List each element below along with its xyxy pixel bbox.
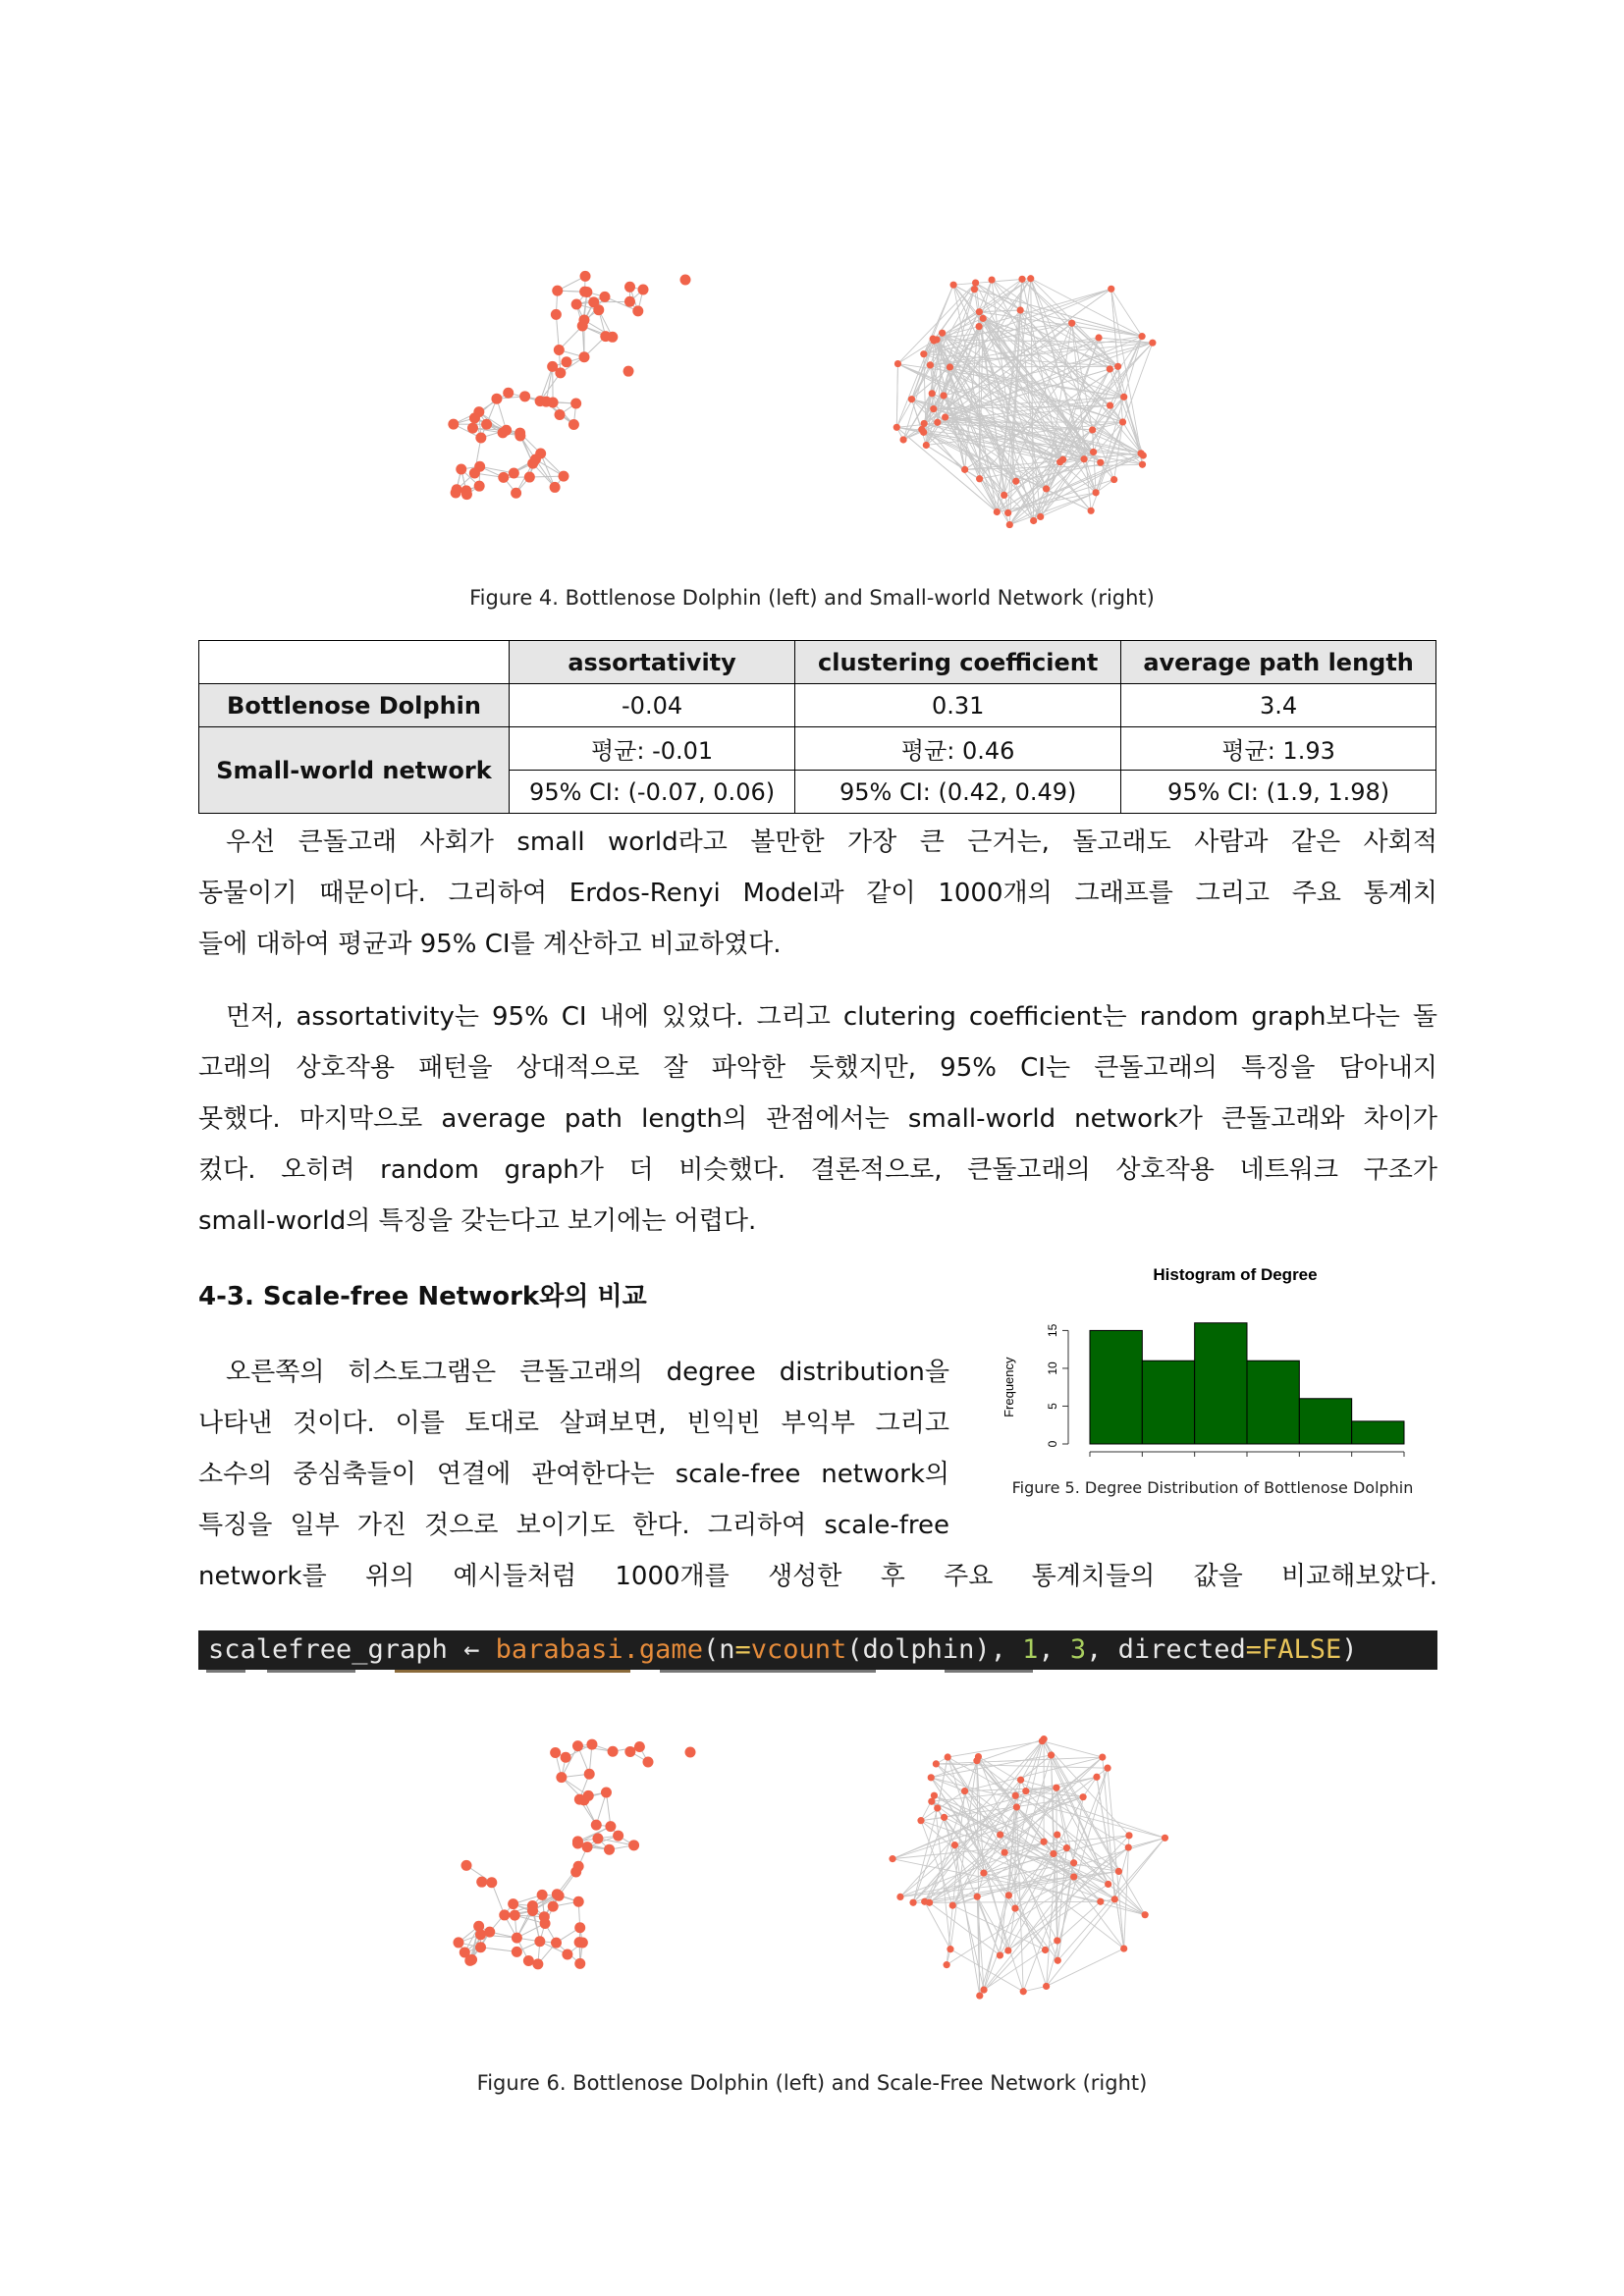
network-node bbox=[1070, 1873, 1077, 1880]
network-node bbox=[961, 466, 968, 473]
network-node bbox=[593, 304, 604, 315]
network-node bbox=[945, 1753, 951, 1760]
network-node bbox=[574, 1958, 585, 1969]
network-node bbox=[1012, 1792, 1019, 1799]
network-node bbox=[1011, 1904, 1018, 1911]
network-node bbox=[453, 1937, 463, 1948]
section-heading: 4-3. Scale-free Network와의 비교 bbox=[198, 1282, 647, 1311]
network-node bbox=[909, 1899, 916, 1906]
network-node bbox=[1030, 517, 1037, 524]
network-node bbox=[539, 1911, 550, 1922]
figure4-dolphin-network bbox=[432, 260, 717, 515]
network-node bbox=[920, 429, 927, 436]
para2-line: 먼저, assortativity는 95% CI 내에 있었다. 그리고 clutering coefficient는 random graph보다는 돌 bbox=[226, 1002, 1437, 1032]
network-node bbox=[578, 315, 589, 326]
network-node bbox=[552, 286, 563, 296]
network-node bbox=[574, 1922, 585, 1933]
network-edge bbox=[1009, 452, 1093, 524]
code-num-1: 1 bbox=[1022, 1634, 1039, 1665]
network-node bbox=[552, 1889, 563, 1899]
network-node bbox=[570, 398, 581, 408]
histogram-y-tick-label: 0 bbox=[1046, 1440, 1059, 1448]
network-node bbox=[980, 1986, 987, 1993]
network-node bbox=[481, 419, 492, 430]
network-node bbox=[929, 390, 936, 397]
network-node bbox=[530, 454, 541, 465]
network-node bbox=[1022, 1788, 1029, 1794]
network-node bbox=[484, 1927, 495, 1938]
network-node bbox=[1059, 456, 1066, 463]
network-node bbox=[591, 1820, 602, 1831]
network-node bbox=[632, 305, 643, 316]
para3-line: 오른쪽의 히스토그램은 큰돌고래의 degree distribution을 bbox=[226, 1358, 949, 1387]
network-node bbox=[1110, 476, 1117, 483]
code-var: scalefree_graph bbox=[208, 1634, 464, 1665]
code-inner: (dolphin), bbox=[846, 1634, 1023, 1665]
network-node bbox=[1005, 1892, 1012, 1898]
para1-line: 들에 대하여 평균과 95% CI를 계산하고 비교하였다. bbox=[198, 930, 782, 959]
network-edge bbox=[896, 364, 897, 428]
network-node bbox=[608, 1746, 619, 1757]
network-node bbox=[556, 1772, 567, 1783]
network-node bbox=[899, 436, 906, 443]
network-node bbox=[1139, 461, 1146, 468]
network-node bbox=[605, 1821, 616, 1832]
figure6-caption: Figure 6. Bottlenose Dolphin (left) and Scale-Free Network (right) bbox=[476, 2071, 1148, 2095]
network-node bbox=[554, 345, 565, 355]
code-paren: ( bbox=[702, 1634, 720, 1665]
paragraph-2 bbox=[198, 991, 1437, 1247]
network-node bbox=[1097, 459, 1104, 466]
histogram-bar bbox=[1142, 1361, 1194, 1444]
paragraph-1 bbox=[198, 817, 1437, 970]
row-smallworld-label: Small-world network bbox=[199, 727, 510, 814]
network-node bbox=[933, 1760, 940, 1767]
histogram-y-axis bbox=[1046, 1323, 1068, 1447]
network-node bbox=[980, 1870, 987, 1877]
network-edge bbox=[974, 290, 1142, 337]
network-node bbox=[1111, 1896, 1118, 1902]
network-node bbox=[638, 285, 649, 295]
para2-line: 못했다. 마지막으로 average path length의 관점에서는 small-world network가 큰돌고래와 차이가 bbox=[198, 1104, 1437, 1134]
network-node bbox=[562, 1949, 572, 1960]
network-node bbox=[1006, 521, 1013, 528]
network-node bbox=[1093, 1774, 1100, 1781]
histogram-bar bbox=[1247, 1361, 1299, 1444]
network-edge bbox=[913, 1848, 1066, 1903]
network-node bbox=[1142, 1911, 1149, 1918]
para3-line: 나타낸 것이다. 이를 토대로 살펴보면, 빈익빈 부익부 그리고 bbox=[198, 1409, 949, 1438]
network-node bbox=[994, 508, 1001, 515]
para3-line: 특징을 일부 가진 것으로 보이기도 한다. 그리하여 scale-free bbox=[198, 1511, 949, 1540]
network-node bbox=[532, 1958, 543, 1969]
network-node bbox=[523, 1955, 534, 1966]
network-node bbox=[1099, 1753, 1106, 1760]
network-node bbox=[976, 475, 983, 482]
network-node bbox=[486, 1877, 497, 1888]
histogram-title: Histogram of Degree bbox=[1153, 1265, 1318, 1284]
network-node bbox=[685, 1747, 696, 1758]
code-arg-n: n bbox=[719, 1634, 735, 1665]
network-node bbox=[547, 361, 558, 372]
network-node bbox=[927, 361, 934, 368]
network-node bbox=[972, 279, 979, 286]
network-node bbox=[1054, 1831, 1060, 1838]
network-node bbox=[512, 1933, 522, 1944]
network-node bbox=[572, 1740, 583, 1751]
network-node bbox=[466, 1954, 477, 1965]
network-node bbox=[1017, 1777, 1024, 1784]
para2-line: 컸다. 오히려 random graph가 더 비슷했다. 결론적으로, 큰돌고래의 상호작용 네트워크 구조가 bbox=[198, 1155, 1437, 1185]
para3-line: network를 위의 예시들처럼 1000개를 생성한 후 주요 통계치들의 값을 비교해보았다. bbox=[198, 1562, 1437, 1591]
network-node bbox=[599, 292, 610, 302]
network-node bbox=[623, 366, 634, 377]
network-node bbox=[448, 419, 459, 430]
network-node bbox=[976, 308, 983, 315]
col-path-length: average path length bbox=[1121, 641, 1436, 684]
network-node bbox=[1090, 449, 1097, 455]
network-node bbox=[1001, 492, 1007, 499]
network-node bbox=[577, 1938, 588, 1949]
network-node bbox=[949, 1902, 956, 1909]
network-node bbox=[475, 1942, 486, 1952]
network-node bbox=[467, 423, 478, 434]
network-node bbox=[976, 1992, 983, 1999]
network-node bbox=[628, 1840, 639, 1850]
network-node bbox=[1017, 306, 1024, 313]
network-node bbox=[511, 488, 521, 499]
stats-table bbox=[198, 640, 1436, 814]
para1-line: 동물이기 때문이다. 그리하여 Erdos-Renyi Model과 같이 1000개의 그래프를 그리고 주요 통계치 bbox=[198, 879, 1437, 908]
network-node bbox=[571, 299, 582, 310]
network-node bbox=[460, 485, 471, 496]
histogram-bar bbox=[1352, 1421, 1404, 1444]
network-node bbox=[923, 442, 930, 449]
paragraph-3 bbox=[198, 1347, 949, 1551]
network-node bbox=[461, 1860, 472, 1871]
cell-sw-assortativity-ci: 95% CI: (-0.07, 0.06) bbox=[510, 771, 795, 814]
network-node bbox=[930, 405, 937, 412]
network-node bbox=[512, 1947, 522, 1957]
network-node bbox=[893, 424, 900, 431]
network-node bbox=[1162, 1835, 1168, 1842]
code-eq: = bbox=[734, 1634, 751, 1665]
network-node bbox=[508, 1898, 518, 1909]
network-node bbox=[896, 1894, 903, 1900]
network-node bbox=[974, 1894, 981, 1900]
network-node bbox=[1042, 1947, 1049, 1953]
network-node bbox=[451, 487, 461, 498]
network-node bbox=[926, 1899, 933, 1906]
histogram-y-tick-label: 5 bbox=[1046, 1403, 1059, 1410]
network-node bbox=[961, 1788, 968, 1794]
network-node bbox=[939, 330, 946, 337]
network-node bbox=[1104, 1765, 1110, 1772]
network-node bbox=[573, 1861, 584, 1872]
figure6-dolphin-network bbox=[437, 1733, 722, 1998]
network-node bbox=[951, 1842, 958, 1848]
network-node bbox=[1089, 426, 1096, 433]
network-node bbox=[568, 419, 579, 430]
network-node bbox=[572, 1838, 583, 1848]
col-assortativity: assortativity bbox=[510, 641, 795, 684]
network-node bbox=[550, 1747, 561, 1758]
code-fn-vcount: vcount bbox=[750, 1634, 847, 1665]
network-node bbox=[550, 482, 561, 493]
network-node bbox=[931, 1792, 938, 1799]
network-node bbox=[1107, 401, 1113, 408]
network-node bbox=[1092, 489, 1099, 496]
network-node bbox=[1055, 1957, 1061, 1964]
network-node bbox=[527, 1905, 538, 1916]
network-node bbox=[1050, 1850, 1056, 1857]
network-node bbox=[1054, 1937, 1060, 1944]
network-node bbox=[1080, 455, 1087, 462]
network-node bbox=[1070, 1859, 1077, 1866]
code-assign-arrow: ← bbox=[463, 1634, 480, 1665]
network-node bbox=[558, 471, 568, 482]
network-node bbox=[680, 275, 691, 286]
network-node bbox=[501, 425, 512, 436]
network-node bbox=[573, 1896, 584, 1907]
network-node bbox=[601, 1788, 612, 1798]
network-edge bbox=[1124, 1836, 1129, 1949]
network-edge bbox=[936, 1764, 1114, 1899]
network-node bbox=[1043, 485, 1050, 492]
network-node bbox=[514, 431, 525, 442]
figure6-scalefree-network bbox=[872, 1713, 1186, 2017]
network-node bbox=[541, 397, 552, 407]
network-node bbox=[581, 287, 592, 297]
network-node bbox=[475, 433, 486, 444]
histogram-y-tick-label: 10 bbox=[1046, 1362, 1059, 1375]
network-node bbox=[578, 1794, 589, 1805]
network-node bbox=[604, 1844, 615, 1855]
network-edge bbox=[481, 1948, 517, 1952]
network-node bbox=[643, 1757, 654, 1768]
network-edge bbox=[1111, 289, 1123, 422]
network-edge bbox=[952, 1905, 1045, 1949]
code-comma: , bbox=[1038, 1634, 1070, 1665]
network-edge bbox=[947, 1741, 1042, 1757]
network-node bbox=[1088, 507, 1095, 514]
network-node bbox=[1120, 1945, 1127, 1951]
histogram-ylabel: Frequency bbox=[1001, 1357, 1016, 1417]
network-node bbox=[1040, 1839, 1047, 1845]
network-node bbox=[928, 1774, 935, 1781]
cell-sw-path-ci: 95% CI: (1.9, 1.98) bbox=[1121, 771, 1436, 814]
network-node bbox=[624, 296, 635, 307]
histogram-y-tick-label: 15 bbox=[1046, 1323, 1059, 1338]
figure4-smallworld-network bbox=[872, 245, 1176, 540]
network-node bbox=[578, 351, 589, 362]
network-node bbox=[917, 1817, 924, 1824]
network-node bbox=[1027, 275, 1034, 282]
network-node bbox=[988, 276, 995, 283]
network-node bbox=[613, 1831, 623, 1842]
code-num-3: 3 bbox=[1069, 1634, 1087, 1665]
network-node bbox=[1114, 363, 1121, 370]
network-node bbox=[555, 409, 566, 420]
network-node bbox=[1139, 333, 1146, 340]
cell-sw-clustering-mean: 평균: 0.46 bbox=[795, 727, 1121, 771]
network-edge bbox=[979, 327, 980, 479]
network-node bbox=[592, 1833, 603, 1843]
degree-histogram bbox=[992, 1261, 1434, 1458]
network-node bbox=[921, 420, 928, 427]
network-node bbox=[561, 1752, 571, 1763]
network-node bbox=[930, 336, 937, 343]
network-node bbox=[1037, 513, 1044, 520]
code-snippet bbox=[198, 1630, 1437, 1670]
network-node bbox=[997, 1951, 1003, 1958]
network-edge bbox=[934, 1795, 1118, 1871]
network-node bbox=[908, 396, 915, 402]
network-node bbox=[537, 1890, 548, 1900]
network-node bbox=[475, 1929, 486, 1940]
network-node bbox=[1043, 1983, 1050, 1990]
histogram-bars bbox=[1090, 1323, 1404, 1444]
network-node bbox=[551, 309, 562, 320]
cell-sw-assortativity-mean: 평균: -0.01 bbox=[510, 727, 795, 771]
cell-dolphin-clustering: 0.31 bbox=[795, 684, 1121, 727]
figure4-caption: Figure 4. Bottlenose Dolphin (left) and Small-world Network (right) bbox=[469, 586, 1155, 610]
cell-sw-path-mean: 평균: 1.93 bbox=[1121, 727, 1436, 771]
network-node bbox=[1020, 1988, 1027, 1995]
network-node bbox=[997, 1831, 1003, 1838]
network-node bbox=[975, 323, 982, 330]
network-node bbox=[534, 1936, 545, 1947]
para2-line: 고래의 상호작용 패턴을 상대적으로 잘 파악한 듯했지만, 95% CI는 큰돌고래의 특징을 담아내지 bbox=[198, 1053, 1437, 1083]
network-edge bbox=[931, 1778, 964, 1791]
network-node bbox=[947, 1946, 953, 1952]
network-node bbox=[942, 413, 948, 420]
code-close: ) bbox=[1341, 1634, 1358, 1665]
network-node bbox=[1013, 1803, 1020, 1810]
network-node bbox=[1125, 1843, 1132, 1850]
network-node bbox=[474, 481, 485, 492]
cell-dolphin-path: 3.4 bbox=[1121, 684, 1436, 727]
cell-sw-clustering-ci: 95% CI: (0.42, 0.49) bbox=[795, 771, 1121, 814]
histogram-bar bbox=[1299, 1399, 1351, 1444]
figure5-caption: Figure 5. Degree Distribution of Bottlenose Dolphin bbox=[1011, 1478, 1414, 1497]
network-node bbox=[509, 467, 519, 478]
network-node bbox=[950, 282, 957, 289]
network-node bbox=[499, 1909, 510, 1920]
network-node bbox=[634, 1741, 645, 1752]
network-node bbox=[580, 271, 591, 282]
network-node bbox=[1108, 286, 1114, 293]
code-false: FALSE bbox=[1261, 1634, 1342, 1665]
network-node bbox=[980, 315, 987, 322]
network-node bbox=[944, 1961, 950, 1968]
para2-line: small-world의 특징을 갖는다고 보기에는 어렵다. bbox=[198, 1206, 757, 1236]
network-node bbox=[1012, 478, 1019, 485]
network-node bbox=[456, 464, 466, 475]
network-node bbox=[519, 391, 530, 401]
histogram-bar bbox=[1195, 1323, 1247, 1444]
network-node bbox=[1053, 1785, 1059, 1791]
network-node bbox=[1125, 1832, 1132, 1839]
network-node bbox=[1041, 1735, 1048, 1742]
histogram-bar bbox=[1090, 1330, 1142, 1444]
network-node bbox=[548, 1901, 559, 1912]
network-node bbox=[600, 331, 611, 342]
network-node bbox=[889, 1855, 895, 1862]
network-node bbox=[1105, 1881, 1111, 1888]
network-node bbox=[920, 350, 927, 357]
network-node bbox=[947, 363, 953, 370]
paragraph-3-end bbox=[198, 1551, 1437, 1602]
network-node bbox=[1115, 1868, 1122, 1875]
row-dolphin-label: Bottlenose Dolphin bbox=[199, 684, 510, 727]
network-node bbox=[934, 1804, 941, 1811]
network-node bbox=[503, 388, 514, 399]
network-node bbox=[1048, 1751, 1055, 1758]
histogram-x-axis bbox=[1090, 1452, 1404, 1457]
network-node bbox=[971, 286, 978, 293]
network-node bbox=[624, 282, 635, 293]
network-node bbox=[1018, 276, 1025, 283]
network-node bbox=[586, 1739, 597, 1750]
network-node bbox=[1063, 1844, 1070, 1851]
network-node bbox=[491, 394, 502, 404]
network-node bbox=[551, 1938, 562, 1949]
code-directed: , directed bbox=[1086, 1634, 1246, 1665]
para1-line: 우선 큰돌고래 사회가 small world라고 볼만한 가장 큰 근거는, 돌고래도 사람과 같은 사회적 bbox=[226, 828, 1437, 857]
network-node bbox=[973, 1757, 980, 1764]
network-node bbox=[582, 1842, 593, 1852]
network-node bbox=[1004, 1947, 1011, 1953]
network-node bbox=[476, 1877, 487, 1888]
network-node bbox=[1107, 365, 1113, 372]
network-node bbox=[524, 472, 535, 483]
network-node bbox=[1120, 394, 1127, 400]
col-clustering: clustering coefficient bbox=[795, 641, 1121, 684]
network-node bbox=[624, 1746, 635, 1757]
network-node bbox=[1149, 340, 1156, 347]
network-node bbox=[894, 360, 901, 367]
network-node bbox=[510, 1910, 520, 1921]
network-node bbox=[469, 467, 480, 478]
network-node bbox=[1095, 334, 1102, 341]
network-node bbox=[469, 412, 480, 423]
code-fn-barabasi: barabasi.game bbox=[495, 1634, 703, 1665]
network-node bbox=[1080, 1793, 1087, 1800]
network-node bbox=[1119, 418, 1126, 425]
network-node bbox=[1004, 509, 1011, 516]
code-cutoff-line bbox=[198, 1670, 1437, 1676]
network-node bbox=[498, 472, 509, 483]
network-node bbox=[940, 392, 947, 399]
table-corner bbox=[199, 641, 510, 684]
network-node bbox=[934, 419, 941, 426]
network-node bbox=[561, 356, 571, 367]
network-edge bbox=[594, 301, 630, 302]
network-edge bbox=[540, 366, 553, 400]
network-node bbox=[1140, 452, 1147, 458]
network-node bbox=[1068, 320, 1075, 327]
para3-line: 소수의 중심축들이 연결에 관여한다는 scale-free network의 bbox=[198, 1460, 949, 1489]
cell-dolphin-assortativity: -0.04 bbox=[510, 684, 795, 727]
network-node bbox=[1001, 1849, 1008, 1856]
network-node bbox=[941, 1814, 947, 1821]
code-eq2: = bbox=[1245, 1634, 1262, 1665]
network-node bbox=[1097, 1898, 1104, 1905]
network-node bbox=[584, 1769, 595, 1780]
